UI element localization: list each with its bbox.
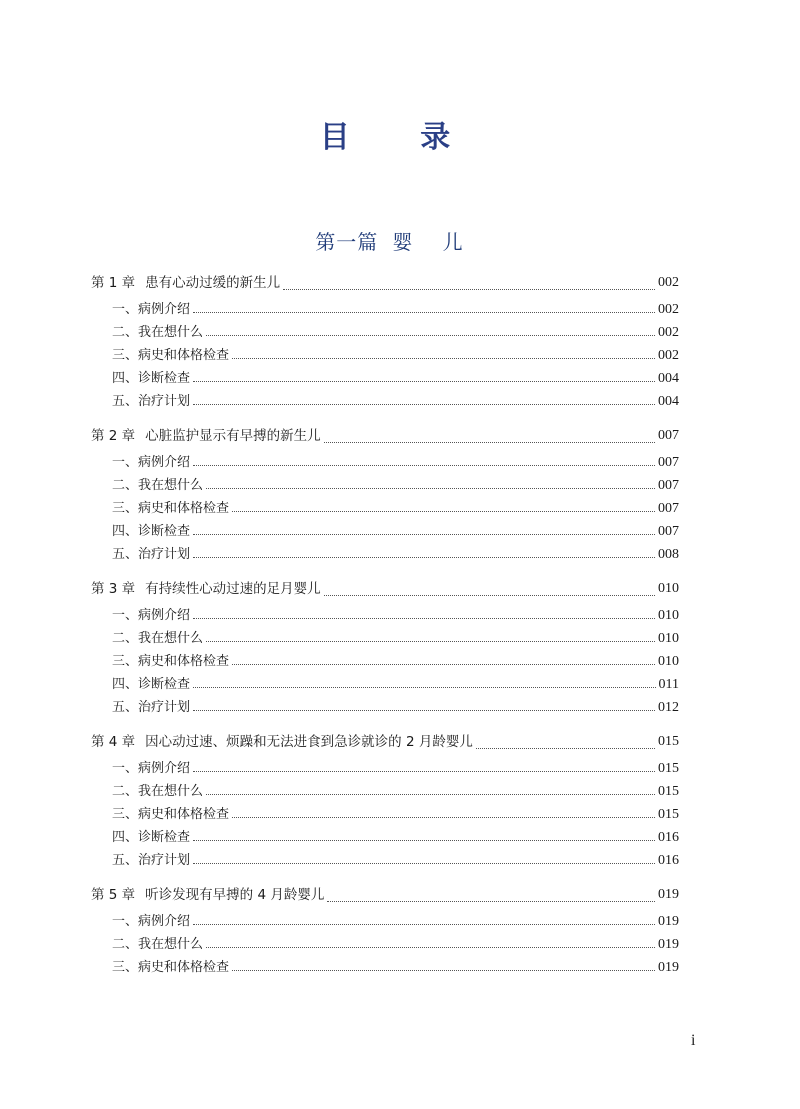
section-row[interactable] [91, 451, 679, 474]
dot-leader [476, 747, 655, 749]
dot-leader [283, 288, 655, 290]
page-number: 008 [658, 547, 679, 562]
chapter-row[interactable] [91, 268, 679, 298]
section-row[interactable] [91, 321, 679, 344]
section-row[interactable] [91, 497, 679, 520]
page-title: 目 录 [319, 120, 481, 155]
section-row[interactable] [91, 543, 679, 566]
part-name: 婴 儿 [392, 230, 475, 254]
toc-chapter-1 [91, 268, 679, 413]
section-label: 五、治疗计划 [112, 394, 191, 409]
section-row[interactable] [91, 757, 679, 780]
section-row[interactable] [91, 780, 679, 803]
chapter-title: 因心动过速、烦躁和无法进食到急诊就诊的 2 月龄婴儿 [145, 734, 473, 750]
dot-leader [193, 311, 655, 313]
dot-leader [193, 709, 655, 711]
dot-leader [206, 487, 655, 489]
page-number: 007 [658, 428, 679, 443]
section-label: 五、治疗计划 [112, 700, 191, 715]
page-number: 002 [658, 325, 679, 340]
section-row[interactable] [91, 650, 679, 673]
section-label: 三、病史和体格检查 [112, 807, 230, 822]
chapter-title: 患有心动过缓的新生儿 [145, 275, 281, 291]
part-label: 第一篇 [315, 230, 379, 254]
dot-leader [193, 556, 655, 558]
section-label: 二、我在想什么 [112, 631, 204, 646]
section-label: 二、我在想什么 [112, 325, 204, 340]
chapter-number: 第 3 章 [91, 581, 136, 597]
page-number: 016 [658, 853, 679, 868]
chapter-number: 第 2 章 [91, 428, 136, 444]
toc-chapter-4 [91, 727, 679, 872]
section-label: 二、我在想什么 [112, 478, 204, 493]
dot-leader [193, 403, 655, 405]
dot-leader [206, 946, 655, 948]
page-number: 015 [658, 734, 679, 749]
chapter-row[interactable] [91, 880, 679, 910]
section-label: 三、病史和体格检查 [112, 501, 230, 516]
section-label: 三、病史和体格检查 [112, 348, 230, 363]
section-row[interactable] [91, 604, 679, 627]
page-number: 015 [658, 761, 679, 776]
section-row[interactable] [91, 696, 679, 719]
section-row[interactable] [91, 826, 679, 849]
page-number: 007 [658, 524, 679, 539]
dot-leader [193, 862, 655, 864]
section-row[interactable] [91, 344, 679, 367]
dot-leader [327, 900, 655, 902]
chapter-title: 有持续性心动过速的足月婴儿 [145, 581, 321, 597]
section-label: 四、诊断检查 [112, 830, 191, 845]
section-row[interactable] [91, 390, 679, 413]
page-number: 002 [658, 348, 679, 363]
section-label: 四、诊断检查 [112, 371, 191, 386]
dot-leader [232, 663, 655, 665]
page-number: 007 [658, 501, 679, 516]
dot-leader [206, 334, 655, 336]
section-label: 一、病例介绍 [112, 761, 191, 776]
dot-leader [193, 770, 655, 772]
dot-leader [232, 357, 655, 359]
section-row[interactable] [91, 956, 679, 979]
dot-leader [193, 617, 655, 619]
page-number: 019 [658, 937, 679, 952]
dot-leader [193, 839, 655, 841]
dot-leader [232, 969, 655, 971]
dot-leader [193, 923, 655, 925]
page-number: 010 [658, 654, 679, 669]
section-label: 二、我在想什么 [112, 784, 204, 799]
section-label: 四、诊断检查 [112, 524, 191, 539]
section-row[interactable] [91, 298, 679, 321]
page-number: 016 [658, 830, 679, 845]
toc-chapter-5 [91, 880, 679, 979]
table-of-contents [91, 268, 679, 987]
page-number: 011 [658, 677, 679, 692]
page-number: 007 [658, 478, 679, 493]
page-number: 015 [658, 807, 679, 822]
section-row[interactable] [91, 474, 679, 497]
section-row[interactable] [91, 520, 679, 543]
page-number: 019 [658, 887, 679, 902]
dot-leader [232, 510, 655, 512]
section-label: 一、病例介绍 [112, 608, 191, 623]
page-number: 004 [658, 371, 679, 386]
section-row[interactable] [91, 803, 679, 826]
page-number: 019 [658, 914, 679, 929]
chapter-row[interactable] [91, 727, 679, 757]
toc-chapter-2 [91, 421, 679, 566]
section-label: 一、病例介绍 [112, 455, 191, 470]
section-row[interactable] [91, 627, 679, 650]
page-number: 004 [658, 394, 679, 409]
dot-leader [206, 793, 655, 795]
section-label: 一、病例介绍 [112, 914, 191, 929]
dot-leader [193, 380, 655, 382]
page-number: 002 [658, 275, 679, 290]
page-number: 012 [658, 700, 679, 715]
dot-leader [324, 441, 655, 443]
chapter-number: 第 5 章 [91, 887, 136, 903]
dot-leader [206, 640, 655, 642]
dot-leader [193, 464, 655, 466]
section-label: 五、治疗计划 [112, 853, 191, 868]
chapter-title: 心脏监护显示有早搏的新生儿 [145, 428, 321, 444]
page-folio: i [691, 1032, 696, 1049]
section-label: 一、病例介绍 [112, 302, 191, 317]
section-row[interactable] [91, 673, 679, 696]
section-row[interactable] [91, 367, 679, 390]
section-row[interactable] [91, 933, 679, 956]
section-label: 五、治疗计划 [112, 547, 191, 562]
chapter-number: 第 1 章 [91, 275, 136, 291]
chapter-number: 第 4 章 [91, 734, 136, 750]
chapter-row[interactable] [91, 421, 679, 451]
section-row[interactable] [91, 910, 679, 933]
dot-leader [232, 816, 655, 818]
section-label: 四、诊断检查 [112, 677, 191, 692]
page-number: 010 [658, 581, 679, 596]
part-heading [0, 226, 790, 255]
section-label: 三、病史和体格检查 [112, 654, 230, 669]
section-row[interactable] [91, 849, 679, 872]
toc-chapter-3 [91, 574, 679, 719]
dot-leader [193, 533, 655, 535]
section-label: 二、我在想什么 [112, 937, 204, 952]
page-number: 015 [658, 784, 679, 799]
dot-leader [193, 686, 656, 688]
page-number: 019 [658, 960, 679, 975]
chapter-row[interactable] [91, 574, 679, 604]
page-number: 010 [658, 631, 679, 646]
dot-leader [324, 594, 655, 596]
page-number: 007 [658, 455, 679, 470]
page-number: 010 [658, 608, 679, 623]
page-number: 002 [658, 302, 679, 317]
section-label: 三、病史和体格检查 [112, 960, 230, 975]
chapter-title: 听诊发现有早搏的 4 月龄婴儿 [145, 887, 325, 903]
